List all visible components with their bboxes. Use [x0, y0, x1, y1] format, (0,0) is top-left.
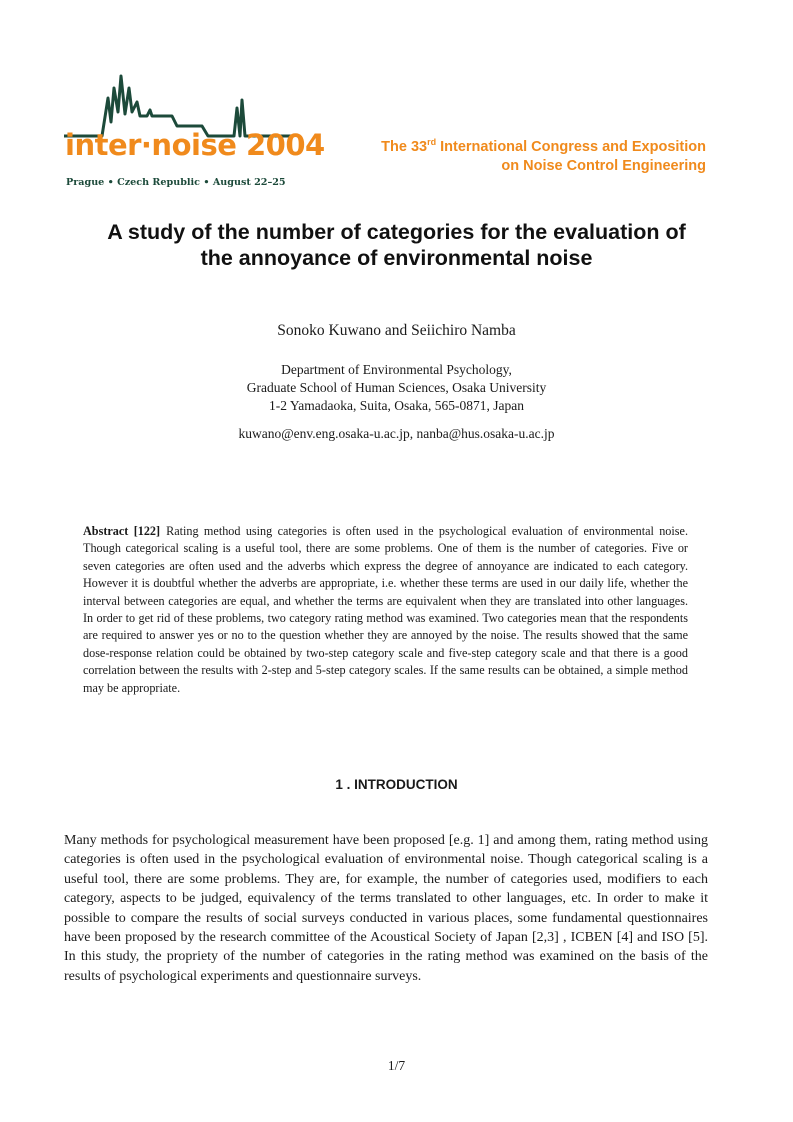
title-line-2: the annoyance of environmental noise: [200, 246, 593, 270]
abstract-paragraph: [83, 523, 688, 697]
congress-prefix: The 33: [381, 139, 428, 155]
author-emails: kuwano@env.eng.osaka-u.ac.jp, nanba@hus.osaka-u.ac.jp: [238, 426, 555, 441]
paper-title: [40, 219, 753, 271]
introduction-paragraph: Many methods for psychological measurement have been proposed [e.g. 1] and among them, rating method using categories is often used in the psychological evaluation of environmental noise. Though categorical scaling is a useful tool, there are some problems. They are, for example, the number of categories used, modifiers to each category, aspects to be judged, equivalency of the terms translated to other languages, etc. In order to make it possible to compare the results of social surveys conducted in various places, some fundamental questionnaires have been proposed by the research committee of the Acoustical Society of Japan [2,3] , ICBEN [4] and ISO [5]. In this study, the propriety of the number of categories in the rating method was examined on the basis of the results of psychological experiments and questionnaire surveys.: [64, 833, 708, 984]
page-number: 1/7: [387, 1058, 406, 1073]
congress-line-1-rest: International Congress and Exposition: [436, 139, 706, 155]
paper-authors: Sonoko Kuwano and Seiichiro Namba: [277, 322, 516, 339]
affiliation-line-1: Department of Environmental Psychology,: [281, 362, 512, 377]
prague-skyline-icon: [64, 70, 294, 180]
abstract-label: Abstract [122]: [83, 524, 161, 538]
author-affiliation: [0, 361, 793, 415]
logo-tagline: Prague • Czech Republic • August 22–25: [66, 177, 286, 188]
affiliation-line-3: 1-2 Yamadaoka, Suita, Osaka, 565-0871, Japan: [269, 398, 524, 413]
section-heading-introduction: 1 . INTRODUCTION: [335, 777, 458, 792]
congress-ordinal: rd: [427, 137, 437, 147]
affiliation-line-2: Graduate School of Human Sciences, Osaka University: [246, 380, 547, 395]
congress-header: [381, 138, 706, 176]
title-line-1: A study of the number of categories for the evaluation of: [107, 220, 686, 244]
congress-line-2: on Noise Control Engineering: [501, 158, 706, 174]
congress-line-1: [381, 138, 706, 157]
logo-wordmark: inter·noise 2004: [65, 128, 325, 162]
conference-logo: [64, 70, 325, 195]
abstract-text: Rating method using categories is often used in the psychological evaluation of environmental noise. Though categorical scaling is a useful tool, there are some problems. One of them is the number of categories. Five or seven categories are often used and the adverbs which express the degree of annoyance are indicated to each category. However it is doubtful whether the adverbs are appropriate, i.e. whether these terms are used in our daily life, whether the interval between categories are equal, and whether the terms are equivalent when they are translated into other languages. In order to get rid of these problems, two category rating method was examined. Two categories mean that the respondents are required to answer yes or no to the question whether they are annoyed by the noise. The results showed that the same dose-response relation could be obtained by two-step category scale and five-step category scale and that there is a good correlation between the results with 2-step and 5-step category scales. If the same results can be obtained, a simple method may be appropriate.: [83, 524, 688, 695]
